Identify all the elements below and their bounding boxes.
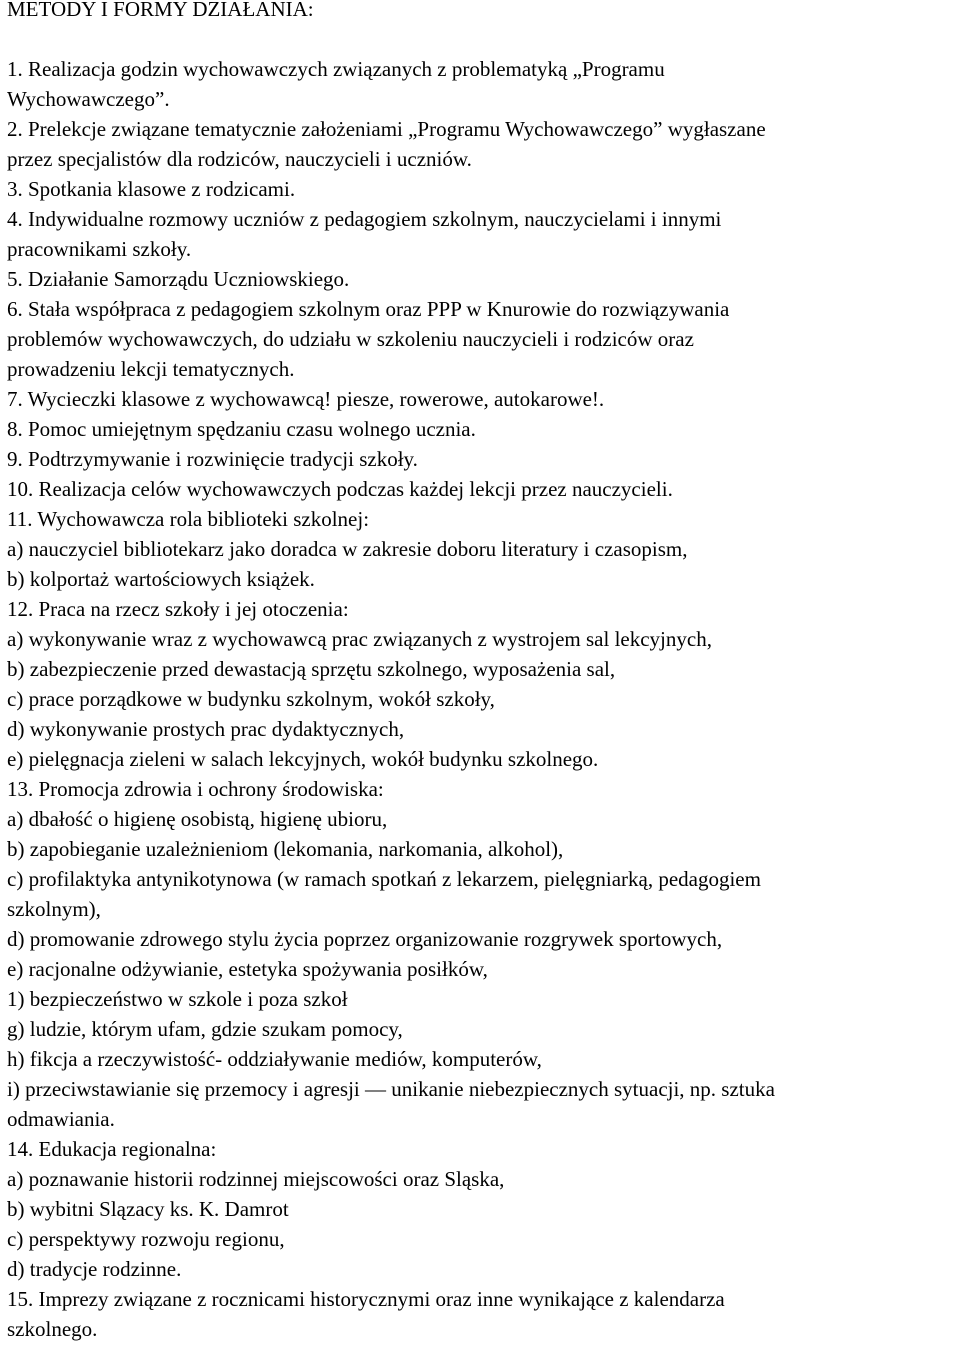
text-line: prowadzeniu lekcji tematycznych.: [7, 357, 295, 381]
blank-line: [7, 24, 955, 54]
text-line: e) racjonalne odżywianie, estetyka spożywania posiłków,: [7, 957, 488, 981]
text-line: c) prace porządkowe w budynku szkolnym, wokół szkoły,: [7, 687, 495, 711]
text-line: pracownikami szkoły.: [7, 237, 192, 261]
text-line: a) wykonywanie wraz z wychowawcą prac związanych z wystrojem sal lekcyjnych,: [7, 627, 712, 651]
text-line: 11. Wychowawcza rola biblioteki szkolnej:: [7, 507, 370, 531]
text-line: 10. Realizacja celów wychowawczych podczas każdej lekcji przez nauczycieli.: [7, 477, 673, 501]
text-line: b) wybitni Slązacy ks. K. Damrot: [7, 1197, 289, 1221]
text-line: 4. Indywidualne rozmowy uczniów z pedagogiem szkolnym, nauczycielami i innymi: [7, 207, 722, 231]
text-line: problemów wychowawczych, do udziału w szkoleniu nauczycieli i rodziców oraz: [7, 327, 694, 351]
text-line: szkolnego.: [7, 1317, 98, 1341]
text-line: 3. Spotkania klasowe z rodzicami.: [7, 177, 296, 201]
text-line: a) poznawanie historii rodzinnej miejscowości oraz Sląska,: [7, 1167, 505, 1191]
text-line: 13. Promocja zdrowia i ochrony środowiska:: [7, 777, 384, 801]
text-line: d) promowanie zdrowego stylu życia poprzez organizowanie rozgrywek sportowych,: [7, 927, 723, 951]
text-line: 1. Realizacja godzin wychowawczych związanych z problematyką „Programu: [7, 57, 665, 81]
text-line: h) fikcja a rzeczywistość- oddziaływanie mediów, komputerów,: [7, 1047, 542, 1071]
text-line: 15. Imprezy związane z rocznicami historycznymi oraz inne wynikające z kalendarza: [7, 1287, 725, 1311]
text-line: przez specjalistów dla rodziców, nauczycieli i uczniów.: [7, 147, 472, 171]
text-line: 8. Pomoc umiejętnym spędzaniu czasu wolnego ucznia.: [7, 417, 476, 441]
text-line: i) przeciwstawianie się przemocy i agresji — unikanie niebezpiecznych sytuacji, np. sztuka: [7, 1077, 775, 1101]
text-body: [7, 54, 955, 1344]
text-line: c) perspektywy rozwoju regionu,: [7, 1227, 285, 1251]
text-line: 5. Działanie Samorządu Uczniowskiego.: [7, 267, 350, 291]
page-title: METODY I FORMY DZIAŁANIA:: [7, 0, 314, 21]
text-line: e) pielęgnacja zieleni w salach lekcyjnych, wokół budynku szkolnego.: [7, 747, 599, 771]
text-line: 7. Wycieczki klasowe z wychowawcą! piesze, rowerowe, autokarowe!.: [7, 387, 605, 411]
text-line: a) nauczyciel bibliotekarz jako doradca w zakresie doboru literatury i czasopism,: [7, 537, 688, 561]
text-line: odmawiania.: [7, 1107, 115, 1131]
text-line: b) zapobieganie uzależnieniom (lekomania, narkomania, alkohol),: [7, 837, 564, 861]
text-line: Wychowawczego”.: [7, 87, 170, 111]
text-line: 9. Podtrzymywanie i rozwinięcie tradycji szkoły.: [7, 447, 418, 471]
text-line: a) dbałość o higienę osobistą, higienę ubioru,: [7, 807, 388, 831]
text-line: 14. Edukacja regionalna:: [7, 1137, 217, 1161]
text-line: 1) bezpieczeństwo w szkole i poza szkoł: [7, 987, 348, 1011]
text-line: b) zabezpieczenie przed dewastacją sprzętu szkolnego, wyposażenia sal,: [7, 657, 616, 681]
text-line: g) ludzie, którym ufam, gdzie szukam pomocy,: [7, 1017, 403, 1041]
text-line: c) profilaktyka antynikotynowa (w ramach spotkań z lekarzem, pielęgniarką, pedagogiem: [7, 867, 761, 891]
text-line: b) kolportaż wartościowych książek.: [7, 567, 315, 591]
text-line: d) tradycje rodzinne.: [7, 1257, 182, 1281]
text-line: 12. Praca na rzecz szkoły i jej otoczenia:: [7, 597, 349, 621]
document-page: [7, 0, 955, 1344]
text-line: szkolnym),: [7, 897, 101, 921]
text-line: 2. Prelekcje związane tematycznie założeniami „Programu Wychowawczego” wygłaszane: [7, 117, 766, 141]
text-line: 6. Stała współpraca z pedagogiem szkolnym oraz PPP w Knurowie do rozwiązywania: [7, 297, 730, 321]
text-line: d) wykonywanie prostych prac dydaktycznych,: [7, 717, 405, 741]
